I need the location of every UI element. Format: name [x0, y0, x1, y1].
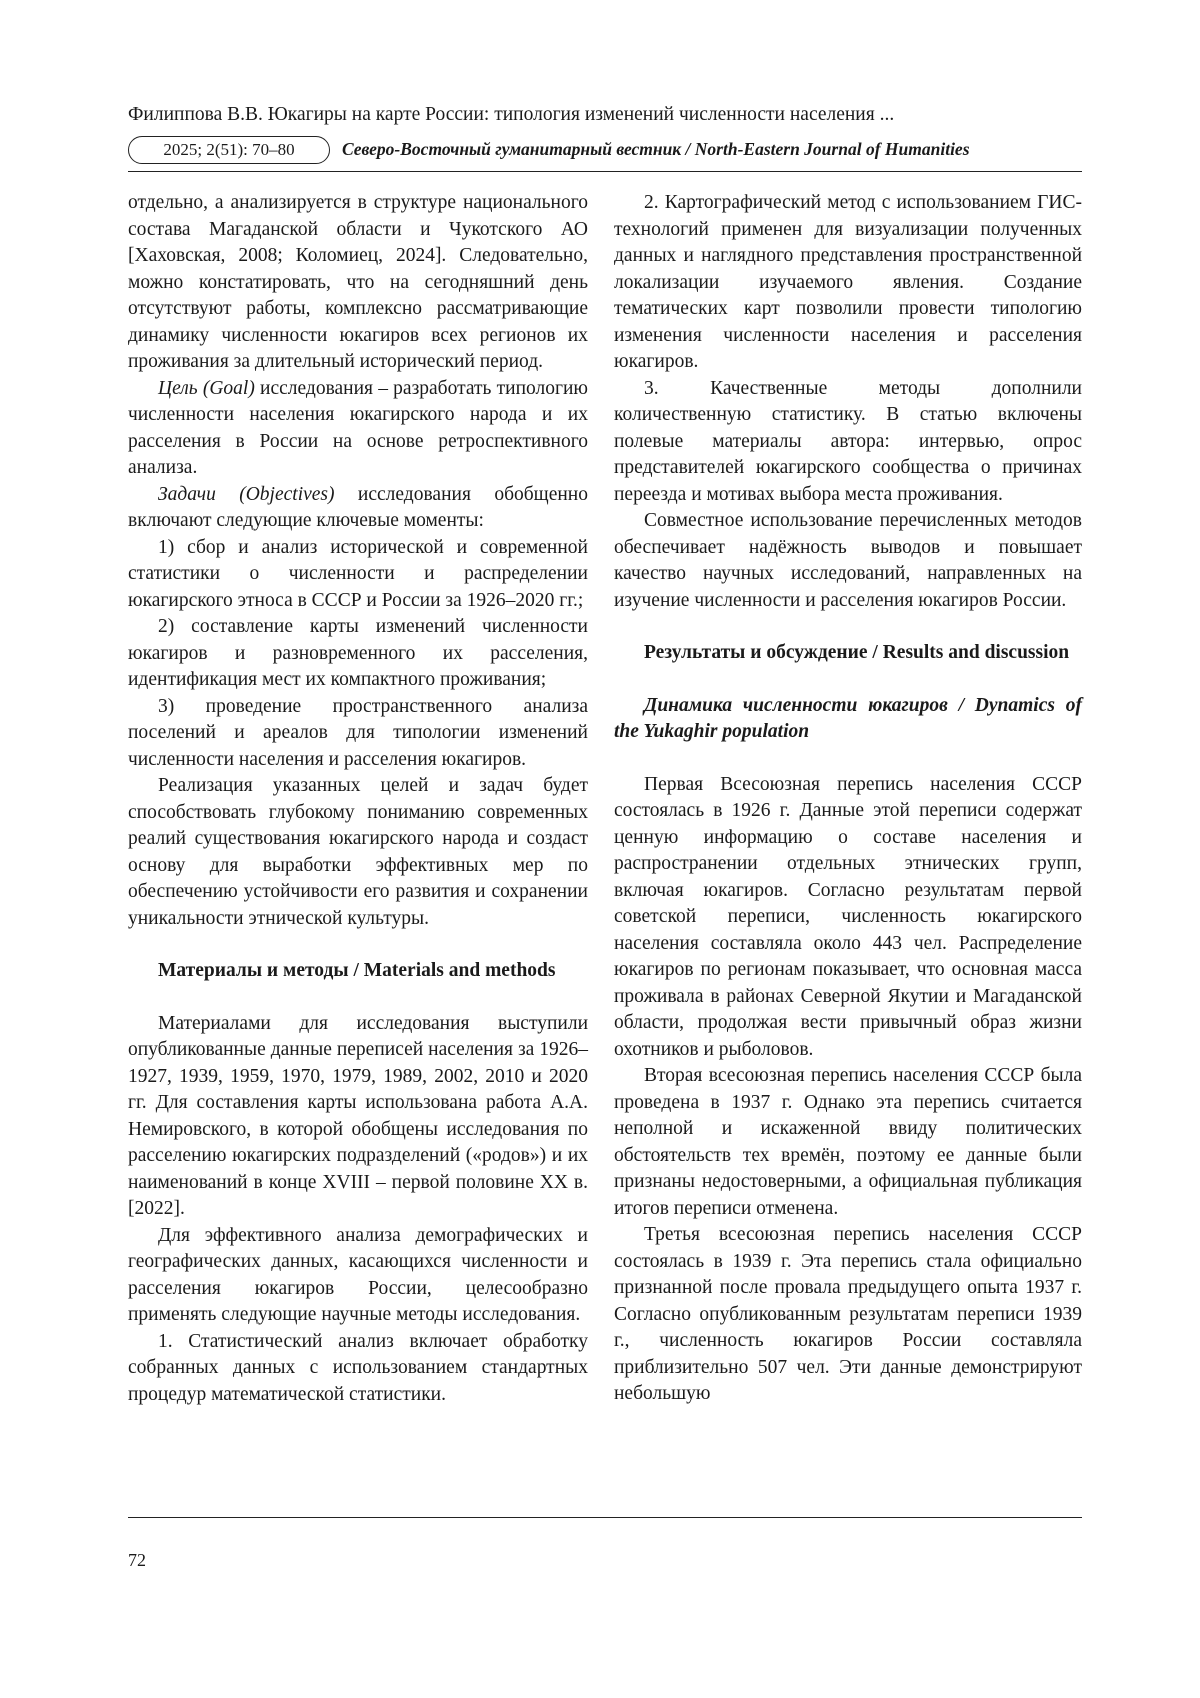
paragraph-intro-continued: отдельно, а анализируется в структуре национального состава Магаданской области и Чукотского АО [Хаховская, 2008; Коломиец, 2024]. Следовательно, можно констатировать, что на сегодняшний день отсутствуют работы, комплексно рассматривающие динамику численности юкагиров всех регионов их проживания за длительный исторический период.	[128, 192, 588, 372]
objectives-label: Задачи (Objectives)	[158, 483, 335, 505]
subsection-heading-dynamics: Динамика численности юкагиров / Dynamics of the Yukaghir population	[614, 694, 1082, 742]
objectives-text: исследования обобщенно включают следующие ключевые моменты:	[128, 483, 588, 531]
paragraph-second-census: Вторая всесоюзная перепись населения СССР была проведена в 1937 г. Однако эта перепись считается неполной и искаженной ввиду политических обстоятельств тех времён, поэтому ее данные были признаны недостоверными, а официальная публикация итогов переписи отменена.	[614, 1065, 1082, 1219]
spacer	[614, 614, 1082, 640]
section-heading-methods: Материалы и методы / Materials and methods	[158, 960, 556, 981]
journal-name: Северо-Восточный гуманитарный вестник / North-Eastern Journal of Humanities	[342, 139, 970, 159]
left-column	[128, 190, 588, 1408]
objective-item-1: 1) сбор и анализ исторической и современной статистики о численности и распределении юкагирского этноса в СССР и России за 1926–2020 гг.;	[128, 536, 588, 611]
objective-item-3: 3) проведение пространственного анализа поселений и ареалов для типологии изменений численности населения и расселения юкагиров.	[128, 695, 588, 770]
right-column	[614, 190, 1082, 1408]
goal-label: Цель (Goal)	[158, 377, 255, 399]
paragraph-cartographic-method: 2. Картографический метод с использованием ГИС-технологий применен для визуализации полученных данных и наглядного представления пространственной локализации изучаемого явления. Создание тематических карт позволили провести типологию изменения численности населения и расселения юкагиров.	[614, 192, 1082, 372]
paragraph-joint-use: Совместное использование перечисленных методов обеспечивает надёжность выводов и повышает качество научных исследований, направленных на изучение численности и расселения юкагиров России.	[614, 510, 1082, 611]
paragraph-objectives	[128, 482, 588, 535]
page-number: 72	[128, 1550, 146, 1570]
paragraph-realization: Реализация указанных целей и задач будет способствовать глубокому пониманию современных реалий существования юкагирского народа и создаст основу для выработки эффективных мер по обеспечению устойчивости его развития и сохранении уникальности этнической культуры.	[128, 775, 588, 929]
paragraph-goal	[128, 376, 588, 482]
spacer	[128, 932, 588, 958]
running-title: Филиппова В.В. Юкагиры на карте России: типология изменений численности населения ...	[128, 104, 895, 125]
footer-rule	[128, 1517, 1082, 1518]
issue-badge: 2025; 2(51): 70–80	[128, 136, 330, 164]
paragraph-statistical-method: 1. Статистический анализ включает обработку собранных данных с использованием стандартных процедур математической статистики.	[128, 1330, 588, 1405]
paragraph-third-census: Третья всесоюзная перепись населения СССР состоялась в 1939 г. Эта перепись стала официально признанной после провала предыдущего опыта 1937 г. Согласно опубликованным результатам переписи 1939 г., численность юкагиров России составляла приблизительно 507 чел. Эти данные демонстрируют небольшую	[614, 1224, 1082, 1404]
section-heading-results: Результаты и обсуждение / Results and discussion	[644, 642, 1070, 663]
header-rule	[128, 171, 1082, 172]
spacer	[614, 667, 1082, 693]
objective-item-2: 2) составление карты изменений численности юкагиров и разновременного их расселения, идентификация мест их компактного проживания;	[128, 616, 588, 690]
paragraph-materials: Материалами для исследования выступили опубликованные данные переписей населения за 1926–1927, 1939, 1959, 1970, 1979, 1989, 2002, 2010 и 2020 гг. Для составления карты использована работа А.А. Немировского, в которой обобщены исследования по расселению юкагирских подразделений («родов») и их наименований в конце XVIII – первой половине XX в. [2022].	[128, 1012, 588, 1219]
paragraph-effective-analysis: Для эффективного анализа демографических и географических данных, касающихся численности и расселения юкагиров России, целесообразно применять следующие научные методы исследования.	[128, 1224, 588, 1325]
paragraph-qualitative-methods: 3. Качественные методы дополнили количественную статистику. В статью включены полевые материалы автора: интервью, опрос представителей юкагирского сообщества о причинах переезда и мотивах выбора места проживания.	[614, 377, 1082, 505]
goal-text: исследования – разработать типологию численности населения юкагирского народа и их расселения в России на основе ретроспективного анализа.	[128, 377, 588, 478]
spacer	[614, 746, 1082, 772]
spacer	[128, 985, 588, 1011]
paragraph-first-census: Первая Всесоюзная перепись населения СССР состоялась в 1926 г. Данные этой переписи содержат ценную информацию о составе населения и распространении отдельных этнических групп, включая юкагиров. Согласно результатам первой советской переписи, численность юкагирского населения составляла около 443 чел. Распределение юкагиров по регионам показывает, что основная масса проживала в районах Северной Якутии и Магаданской области, продолжая вести привычный образ жизни охотников и рыболовов.	[614, 773, 1082, 1060]
